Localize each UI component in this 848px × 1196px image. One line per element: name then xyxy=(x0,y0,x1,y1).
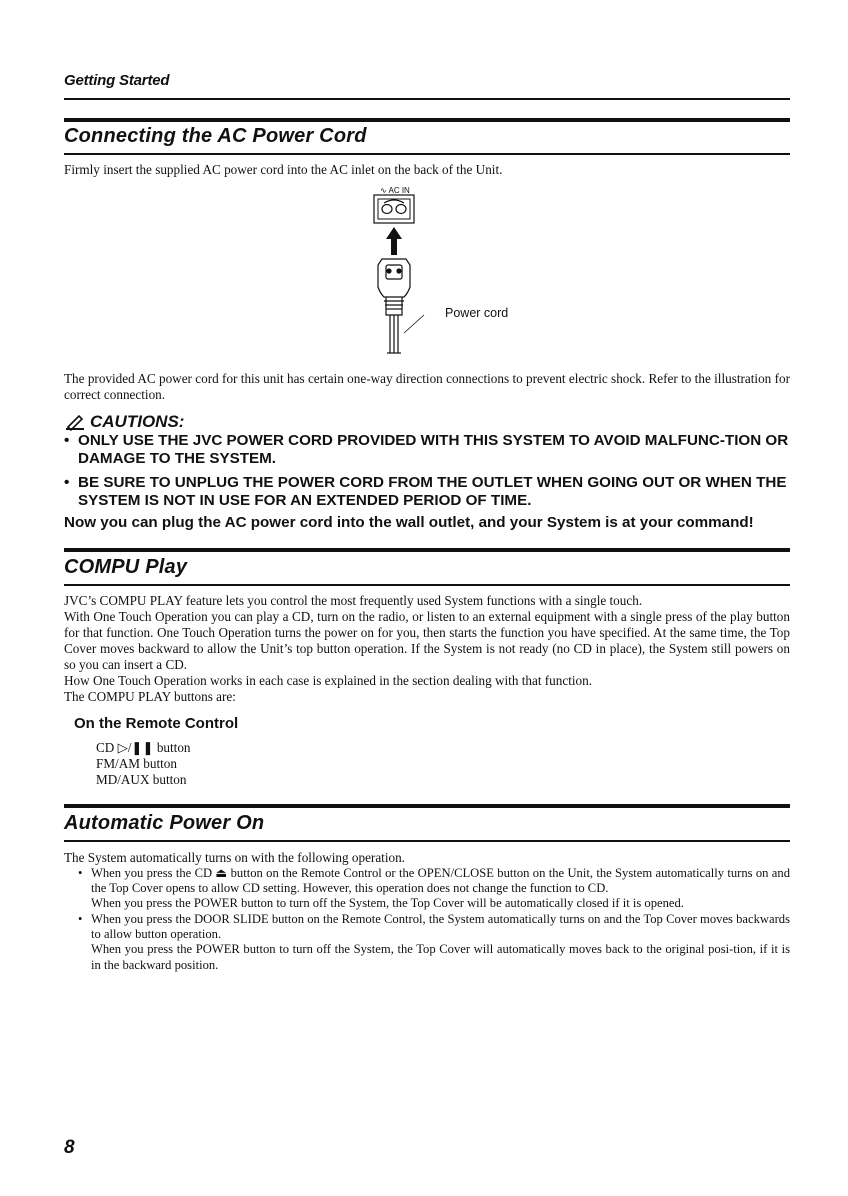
running-head: Getting Started xyxy=(64,72,170,89)
section-rule-bottom xyxy=(64,840,790,842)
pencil-note-icon xyxy=(64,413,86,431)
bullet-icon: • xyxy=(78,866,83,880)
section-rule-bottom xyxy=(64,153,790,155)
list-item: FM/AM button xyxy=(96,756,177,771)
section-title-compu: COMPU Play xyxy=(64,556,188,578)
cautions-heading xyxy=(64,412,184,432)
paragraph: The COMPU PLAY buttons are: xyxy=(64,689,236,704)
bullet-line: When you press the DOOR SLIDE button on the Remote Control, the System automatically turns on and the Top Cover moves backwards to allow button operation. xyxy=(91,912,790,942)
ac-in-label: ∿ AC IN xyxy=(380,186,410,195)
bullet-line: When you press the POWER button to turn off the System, the Top Cover will be automatically closed if it is opened. xyxy=(91,896,684,911)
ac-inlet-icon xyxy=(374,195,414,223)
paragraph: JVC’s COMPU PLAY feature lets you control the most frequently used System functions with a single touch. xyxy=(64,593,643,608)
cautions-closing: Now you can plug the AC power cord into the wall outlet, and your System is at your command! xyxy=(64,514,754,531)
section-rule-top xyxy=(64,804,790,808)
bullet-line: When you press the POWER button to turn off the System, the Top Cover will automatically moves back to the original posi-tion, if it is in the backward position. xyxy=(91,942,790,972)
cautions-title: CAUTIONS: xyxy=(90,412,185,431)
bullet-icon: • xyxy=(64,474,70,491)
bullet-icon: • xyxy=(78,912,83,926)
header-rule xyxy=(64,98,790,100)
plug-icon xyxy=(378,259,410,353)
section-rule-bottom xyxy=(64,584,790,586)
compu-button-list xyxy=(96,740,191,788)
power-cord-label: Power cord xyxy=(445,306,509,320)
power-cord-illustration xyxy=(360,193,530,358)
list-item xyxy=(78,866,790,912)
ac-intro: Firmly insert the supplied AC power cord into the AC inlet on the back of the Unit. xyxy=(64,162,503,177)
paragraph: With One Touch Operation you can play a CD, turn on the radio, or listen to an external equipment with a single press of the play button for that function. One Touch Operation turns the power on for you, then starts the function you have specified. At the same time, the Top Cover moves backward to allow the Unit’s top button operation. If the System is not ready (no CD in place), the System still powers on so you can insert a CD. xyxy=(64,609,790,672)
ac-note: The provided AC power cord for this unit has certain one-way direction connections to prevent electric shock. Refer to the illustration for correct connection. xyxy=(64,371,790,402)
caution-item xyxy=(64,432,790,467)
compu-body xyxy=(64,593,790,705)
insert-arrow-icon xyxy=(386,227,402,255)
caution-text: ONLY USE THE JVC POWER CORD PROVIDED WITH THIS SYSTEM TO AVOID MALFUNC-TION OR DAMAGE TO THE SYSTEM. xyxy=(78,432,789,467)
page-number: 8 xyxy=(64,1137,75,1158)
section-title-ac: Connecting the AC Power Cord xyxy=(64,125,367,147)
section-rule-top xyxy=(64,548,790,552)
section-rule-top xyxy=(64,118,790,122)
paragraph: How One Touch Operation works in each case is explained in the section dealing with that function. xyxy=(64,673,593,688)
section-title-auto: Automatic Power On xyxy=(64,812,265,834)
list-item: MD/AUX button xyxy=(96,772,187,787)
caution-text: BE SURE TO UNPLUG THE POWER CORD FROM THE OUTLET WHEN GOING OUT OR WHEN THE SYSTEM IS NOT IN USE FOR AN EXTENDED PERIOD OF TIME. xyxy=(78,474,787,509)
list-item: CD ▷/❚❚ button xyxy=(96,740,191,755)
bullet-line: When you press the CD ⏏ button on the Remote Control or the OPEN/CLOSE button on the Unit, the System automatically turns on and the Top Cover opens to allow CD setting. However, this operation does not change the function to CD. xyxy=(91,866,790,896)
list-item xyxy=(78,912,790,973)
bullet-icon: • xyxy=(64,432,70,449)
remote-control-subheading: On the Remote Control xyxy=(74,715,239,732)
caution-item xyxy=(64,474,790,509)
auto-intro: The System automatically turns on with the following operation. xyxy=(64,850,405,865)
